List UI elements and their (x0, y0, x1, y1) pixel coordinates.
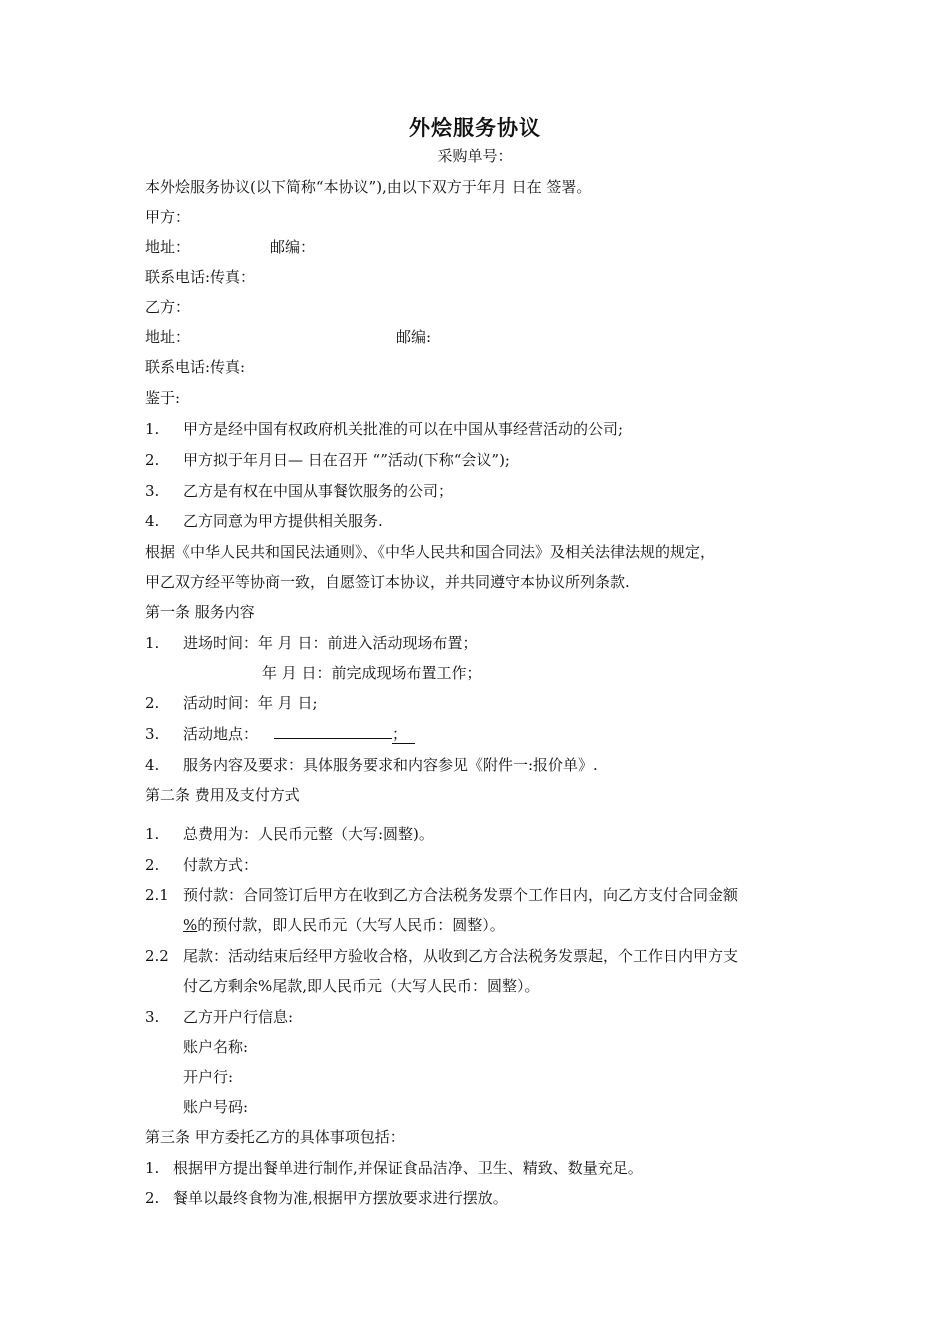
item-number: 1. (145, 1159, 160, 1177)
article-1-item (145, 755, 598, 775)
article-1-item (145, 633, 478, 653)
party-b-contact: 联系电话:传真: (145, 358, 246, 376)
item-number: 3. (145, 1008, 160, 1026)
venue-tail: ； (392, 725, 415, 744)
item-text: 服务内容及要求：具体服务要求和内容参见《附件一:报价单》. (183, 756, 598, 774)
article-1-item (262, 663, 482, 683)
item-number: 2. (145, 1189, 160, 1207)
percent-blank: % (183, 916, 198, 934)
party-b-postcode: 邮编: (396, 328, 432, 346)
item-number: 2. (145, 694, 160, 712)
item-text: 甲方拟于年月日— 日在召开 “”活动(下称“会议”); (183, 451, 510, 469)
article-2-item (183, 915, 505, 935)
article-2-heading: 第二条 费用及支付方式 (145, 786, 300, 804)
article-2-item (145, 855, 258, 875)
item-text: 年 月 日：前完成现场布置工作； (262, 664, 482, 682)
item-number: 2. (145, 451, 160, 469)
party-a-postcode: 邮编： (270, 238, 316, 256)
item-text: 乙方开户行信息: (183, 1008, 294, 1026)
basis-line: 甲乙双方经平等协商一致，自愿签订本协议，并共同遵守本协议所列条款. (145, 573, 630, 591)
item-text: 乙方同意为甲方提供相关服务. (183, 512, 383, 530)
venue-blank (274, 724, 392, 739)
article-3-item (145, 1188, 508, 1208)
item-text: 活动时间：年 月 日; (183, 694, 318, 712)
item-number: 2.1 (145, 886, 169, 904)
item-text: 餐单以最终食物为准,根据甲方摆放要求进行摆放。 (173, 1189, 508, 1207)
article-2-item (145, 946, 738, 966)
item-text: 预付款：合同签订后甲方在收到乙方合法税务发票个工作日内，向乙方支付合同金额 (183, 886, 739, 904)
item-text: 活动地点： (183, 725, 259, 743)
article-2-item (145, 824, 434, 844)
item-number: 1. (145, 825, 160, 843)
bank-account-name: 账户名称: (183, 1038, 249, 1056)
item-number: 1. (145, 634, 160, 652)
item-number: 4. (145, 512, 160, 530)
item-text: 的预付款，即人民币元（大写人民币：圆整）。 (197, 916, 505, 934)
whereas-item (145, 450, 510, 470)
item-number: 2. (145, 856, 160, 874)
party-b-name: 乙方： (145, 298, 191, 316)
whereas-item (145, 511, 383, 531)
party-a-contact: 联系电话:传真： (145, 268, 256, 286)
item-text: 尾款：活动结束后经甲方验收合格，从收到乙方合法税务发票起，个工作日内甲方支 (183, 947, 739, 965)
bank-name: 开户行: (183, 1068, 234, 1086)
item-text: 乙方是有权在中国从事餐饮服务的公司； (183, 482, 454, 500)
intro-paragraph: 本外烩服务协议(以下简称“本协议”),由以下双方于年月 日在 签署。 (145, 178, 592, 196)
article-3-item (145, 1158, 643, 1178)
party-b-address: 地址： (145, 328, 191, 346)
article-3-heading: 第三条 甲方委托乙方的具体事项包括： (145, 1128, 405, 1146)
item-number: 1. (145, 420, 160, 438)
basis-line: 根据《中华人民共和国民法通则》、《中华人民共和国合同法》及相关法律法规的规定， (145, 543, 716, 561)
party-a-name: 甲方： (145, 208, 191, 226)
article-2-item (145, 885, 738, 905)
item-text: 进场时间：年 月 日：前进入活动现场布置； (183, 634, 478, 652)
party-a-address: 地址： (145, 238, 191, 256)
item-text: 总费用为：人民币元整（大写:圆整)。 (183, 825, 434, 843)
whereas-label: 鉴于: (145, 389, 181, 407)
purchase-number: 采购单号： (437, 147, 513, 165)
item-text: 付乙方剩余%尾款,即人民币元（大写人民币：圆整）。 (183, 977, 540, 995)
bank-account-number: 账户号码: (183, 1098, 249, 1116)
whereas-item (145, 481, 453, 501)
whereas-item (145, 419, 623, 439)
item-text: 甲方是经中国有权政府机关批准的可以在中国从事经营活动的公司; (183, 420, 624, 438)
article-1-item (145, 693, 318, 713)
document-title: 外烩服务协议 (409, 116, 541, 140)
article-1-item (145, 724, 415, 744)
item-number: 2.2 (145, 947, 169, 965)
item-number: 4. (145, 756, 160, 774)
article-1-heading: 第一条 服务内容 (145, 603, 255, 621)
item-number: 3. (145, 482, 160, 500)
article-2-item (145, 1007, 293, 1027)
item-text: 根据甲方提出餐单进行制作,并保证食品洁净、卫生、精致、数量充足。 (173, 1159, 643, 1177)
item-number: 3. (145, 725, 160, 743)
item-text: 付款方式： (183, 856, 259, 874)
article-2-item (183, 976, 540, 996)
